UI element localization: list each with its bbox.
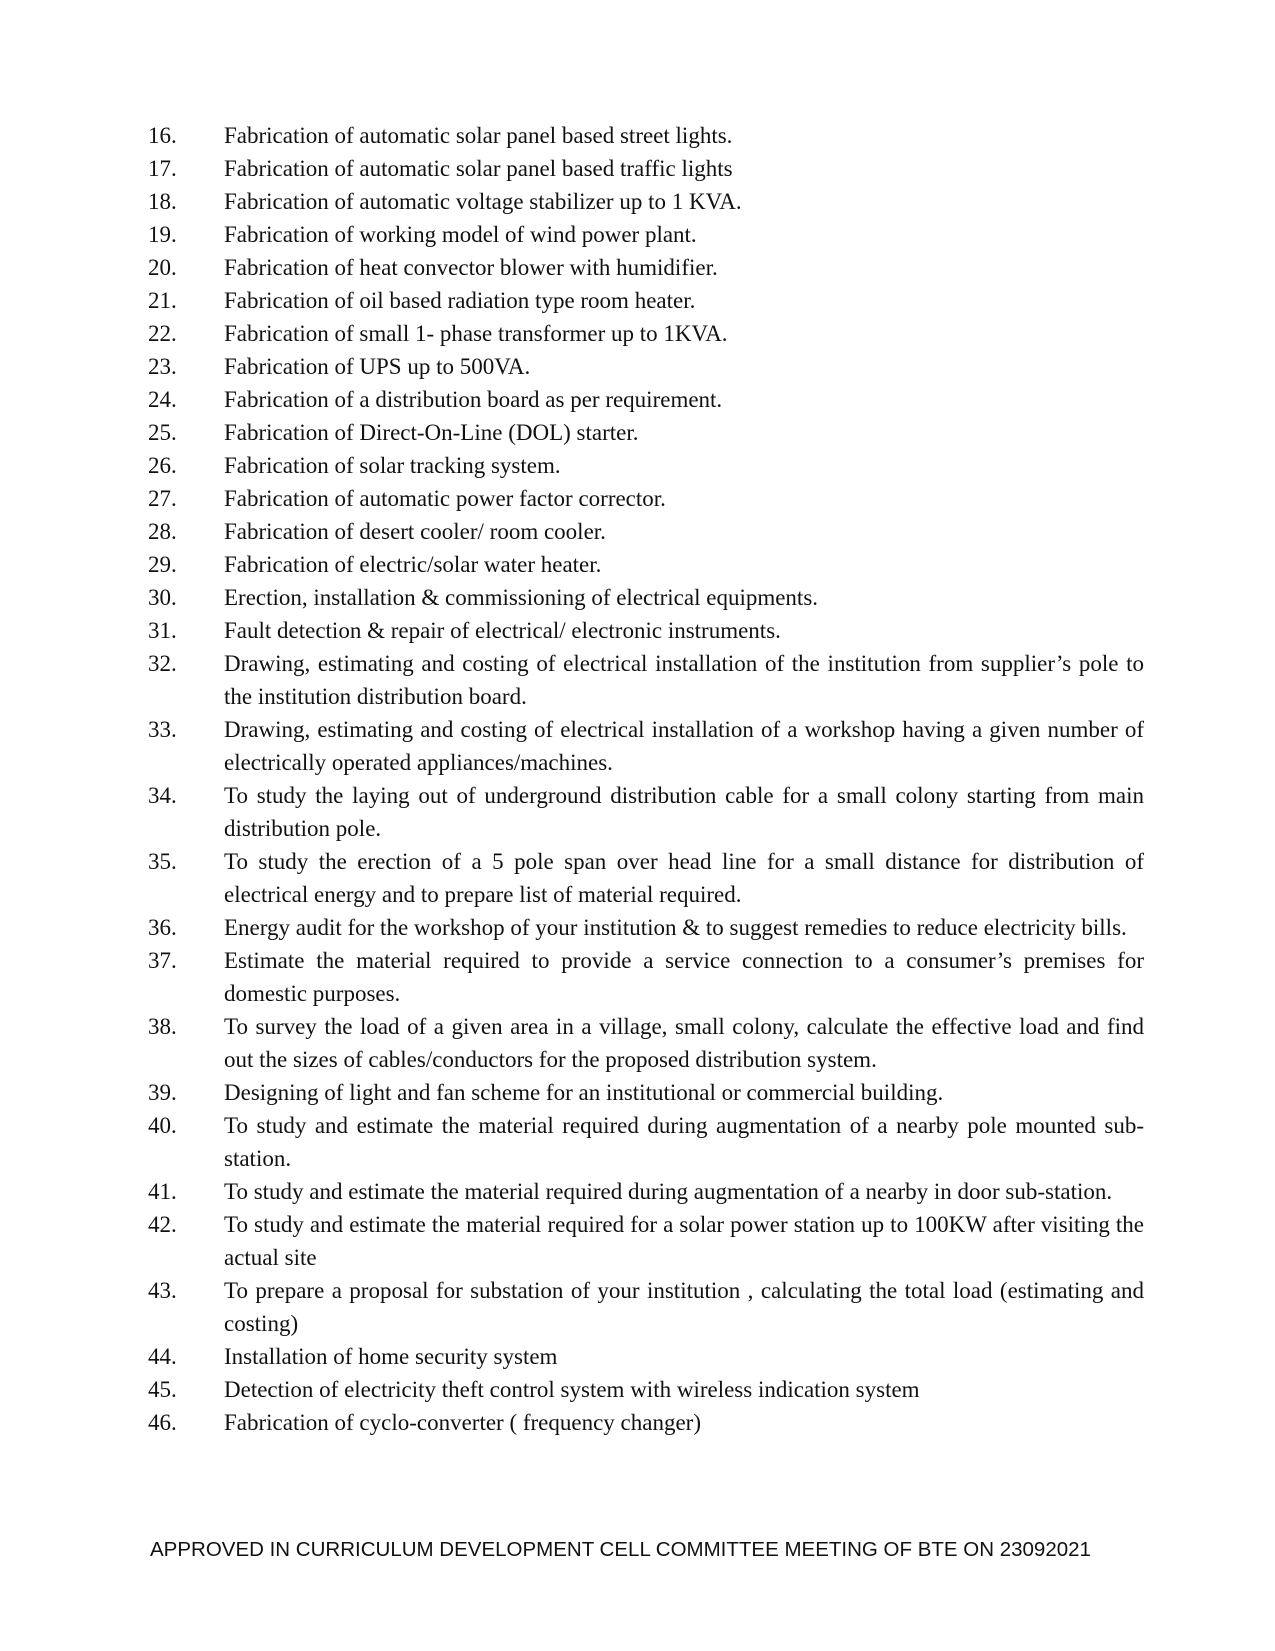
list-item (148, 152, 1144, 185)
list-item-text: Erection, installation & commissioning of electrical equipments. (224, 585, 819, 610)
list-item-number: 44. (148, 1344, 177, 1369)
list-item-number: 21. (148, 288, 177, 313)
list-item-number: 35. (148, 849, 177, 874)
approval-footer: APPROVED IN CURRICULUM DEVELOPMENT CELL COMMITTEE MEETING OF BTE ON 23092021 (150, 1538, 1091, 1561)
list-item-number: 23. (148, 354, 177, 379)
list-item-number: 41. (148, 1179, 177, 1204)
list-item-number: 36. (148, 915, 177, 940)
list-item (148, 1010, 1144, 1076)
list-item-number: 43. (148, 1278, 177, 1303)
list-item-text: To prepare a proposal for substation of your institution , calculating the total load (estimating and costing) (224, 1278, 1144, 1336)
list-item (148, 218, 1144, 251)
list-item-text: To study the laying out of underground distribution cable for a small colony starting from main distribution pole. (224, 783, 1144, 841)
list-item (148, 251, 1144, 284)
list-item-text: Fabrication of working model of wind power plant. (224, 222, 697, 247)
list-item-number: 42. (148, 1212, 177, 1237)
list-item-text: Fabrication of automatic solar panel based street lights. (224, 123, 733, 148)
list-item (148, 317, 1144, 350)
list-item-number: 22. (148, 321, 177, 346)
list-item-text: Fabrication of oil based radiation type room heater. (224, 288, 696, 313)
list-item (148, 548, 1144, 581)
list-item (148, 1406, 1144, 1439)
list-item-number: 38. (148, 1014, 177, 1039)
list-item-text: Drawing, estimating and costing of electrical installation of a workshop having a given number of electrically operated appliances/machines. (224, 717, 1144, 775)
list-item-number: 19. (148, 222, 177, 247)
list-item-text: Fabrication of automatic voltage stabilizer up to 1 KVA. (224, 189, 742, 214)
list-item-number: 39. (148, 1080, 177, 1105)
list-item (148, 482, 1144, 515)
list-item (148, 581, 1144, 614)
list-item (148, 284, 1144, 317)
list-item-number: 28. (148, 519, 177, 544)
list-item (148, 779, 1144, 845)
list-item (148, 647, 1144, 713)
list-item (148, 383, 1144, 416)
list-item (148, 1274, 1144, 1340)
list-item (148, 1373, 1144, 1406)
list-item-text: Fabrication of electric/solar water heater. (224, 552, 602, 577)
list-item-text: Drawing, estimating and costing of electrical installation of the institution from supplier’s pole to the institution distribution board. (224, 651, 1144, 709)
list-item-text: Energy audit for the workshop of your institution & to suggest remedies to reduce electricity bills. (224, 915, 1127, 940)
list-item-number: 20. (148, 255, 177, 280)
list-item-number: 34. (148, 783, 177, 808)
list-item-number: 16. (148, 123, 177, 148)
list-item-number: 18. (148, 189, 177, 214)
list-item-number: 17. (148, 156, 177, 181)
list-item-text: To study and estimate the material required during augmentation of a nearby pole mounted sub-station. (224, 1113, 1144, 1171)
list-item-number: 27. (148, 486, 177, 511)
list-item (148, 614, 1144, 647)
list-item-text: Fabrication of Direct-On-Line (DOL) starter. (224, 420, 639, 445)
list-item-number: 24. (148, 387, 177, 412)
list-item (148, 350, 1144, 383)
list-item-text: Fabrication of automatic power factor corrector. (224, 486, 666, 511)
list-item (148, 1340, 1144, 1373)
list-item-text: Fabrication of desert cooler/ room cooler. (224, 519, 606, 544)
practical-list (148, 119, 1144, 1439)
list-item (148, 416, 1144, 449)
list-item-text: Fault detection & repair of electrical/ electronic instruments. (224, 618, 781, 643)
list-item-number: 30. (148, 585, 177, 610)
list-item-number: 31. (148, 618, 177, 643)
list-item (148, 944, 1144, 1010)
list-item-text: Fabrication of automatic solar panel based traffic lights (224, 156, 733, 181)
list-item-text: Fabrication of UPS up to 500VA. (224, 354, 531, 379)
list-item-number: 37. (148, 948, 177, 973)
list-item-text: Fabrication of solar tracking system. (224, 453, 561, 478)
list-item (148, 713, 1144, 779)
list-item-text: Designing of light and fan scheme for an institutional or commercial building. (224, 1080, 944, 1105)
list-item-text: Fabrication of a distribution board as per requirement. (224, 387, 723, 412)
list-item (148, 911, 1144, 944)
list-item-text: Estimate the material required to provide a service connection to a consumer’s premises for domestic purposes. (224, 948, 1144, 1006)
list-item-number: 29. (148, 552, 177, 577)
list-item (148, 1076, 1144, 1109)
list-item-number: 45. (148, 1377, 177, 1402)
list-item-text: Fabrication of small 1- phase transformer up to 1KVA. (224, 321, 728, 346)
list-item-number: 32. (148, 651, 177, 676)
list-item-number: 33. (148, 717, 177, 742)
list-item-text: Fabrication of heat convector blower with humidifier. (224, 255, 718, 280)
list-item (148, 449, 1144, 482)
list-item (148, 1175, 1144, 1208)
list-item-text: To survey the load of a given area in a village, small colony, calculate the effective load and find out the sizes of cables/conductors for the proposed distribution system. (224, 1014, 1144, 1072)
list-item-number: 26. (148, 453, 177, 478)
list-item (148, 1109, 1144, 1175)
list-item-number: 40. (148, 1113, 177, 1138)
list-item (148, 1208, 1144, 1274)
list-item-text: To study and estimate the material required during augmentation of a nearby in door sub-station. (224, 1179, 1113, 1204)
list-item (148, 845, 1144, 911)
list-item-number: 46. (148, 1410, 177, 1435)
list-item-number: 25. (148, 420, 177, 445)
list-item-text: Installation of home security system (224, 1344, 558, 1369)
list-item (148, 119, 1144, 152)
list-item-text: Fabrication of cyclo-converter ( frequency changer) (224, 1410, 702, 1435)
list-item (148, 185, 1144, 218)
list-item-text: To study the erection of a 5 pole span over head line for a small distance for distribution of electrical energy and to prepare list of material required. (224, 849, 1144, 907)
list-item-text: To study and estimate the material required for a solar power station up to 100KW after visiting the actual site (224, 1212, 1144, 1270)
list-item (148, 515, 1144, 548)
list-item-text: Detection of electricity theft control system with wireless indication system (224, 1377, 920, 1402)
